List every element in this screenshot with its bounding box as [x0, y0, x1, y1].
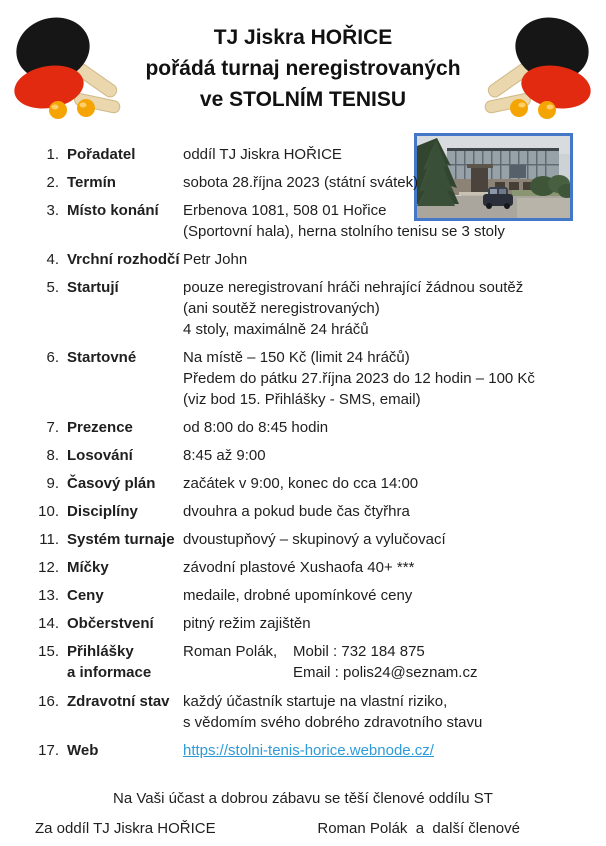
item-number: 2.	[46, 174, 59, 191]
item-number: 16.	[38, 693, 59, 710]
item-number: 17.	[38, 742, 59, 759]
item-value: oddíl TJ Jiskra HOŘICE	[183, 146, 342, 163]
page-title	[0, 22, 606, 115]
item-value: dvoustupňový – skupinový a vylučovací	[183, 531, 446, 548]
item-number: 3.	[46, 202, 59, 219]
item-label: Časový plán	[67, 475, 156, 492]
item-label: Pořadatel	[67, 146, 136, 163]
item-label: Startují	[67, 279, 119, 296]
item-number: 9.	[46, 475, 59, 492]
item-label: Startovné	[67, 349, 137, 366]
title-line-2: pořádá turnaj neregistrovaných	[145, 57, 461, 80]
item-value: sobota 28.října 2023 (státní svátek)	[183, 174, 419, 191]
list-item-misto-konani	[33, 200, 598, 242]
signature-right: Roman Polák a další členové	[317, 820, 520, 837]
item-number: 11.	[39, 531, 59, 548]
list-item-losovani	[33, 445, 598, 466]
item-number: 6.	[46, 349, 59, 366]
list-item-startovne	[33, 347, 598, 410]
item-label: Web	[67, 742, 99, 759]
item-label: Disciplíny	[67, 503, 138, 520]
list-item-casovy-plan	[33, 473, 598, 494]
list-item-ceny	[33, 585, 598, 606]
item-value: dvouhra a pokud bude čas čtyřhra	[183, 503, 410, 520]
item-value: začátek v 9:00, konec do cca 14:00	[183, 475, 419, 492]
item-value: pouze neregistrovaní hráči nehrající žádnou soutěž (ani soutěž neregistrovaných) 4 stoly, maximálně 24 hráčů	[183, 279, 524, 338]
item-number: 8.	[46, 447, 59, 464]
item-label: Ceny	[67, 587, 104, 604]
list-item-discipliny	[33, 501, 598, 522]
list-item-prezence	[33, 417, 598, 438]
list-item-poradatel	[33, 144, 598, 165]
item-label: Přihlášky a informace	[67, 643, 152, 681]
item-label: Místo konání	[67, 202, 159, 219]
item-value: závodní plastové Xushaofa 40+ ***	[183, 559, 415, 576]
contact-email: Email : polis24@seznam.cz	[293, 664, 478, 681]
list-item-web	[33, 740, 598, 761]
item-number: 7.	[46, 419, 59, 436]
item-value: každý účastník startuje na vlastní riziko, s vědomím svého dobrého zdravotního stavu	[183, 693, 483, 731]
closing-line: Na Vaši účast a dobrou zábavu se těší členové oddílu ST	[113, 790, 493, 807]
item-label: Systém turnaje	[67, 531, 175, 548]
item-number: 10.	[38, 503, 59, 520]
title-line-3: ve STOLNÍM TENISU	[199, 88, 407, 111]
item-label: Losování	[67, 447, 133, 464]
item-number: 12.	[38, 559, 59, 576]
item-value: Petr John	[183, 251, 248, 268]
item-number: 4.	[46, 251, 59, 268]
item-label: Míčky	[67, 559, 109, 576]
item-value: od 8:00 do 8:45 hodin	[183, 419, 329, 436]
list-item-vrchni-rozhodci	[33, 249, 598, 270]
item-number: 13.	[38, 587, 59, 604]
item-value	[183, 740, 598, 761]
item-label: Vrchní rozhodčí	[67, 251, 180, 268]
item-label: Občerstvení	[67, 615, 154, 632]
item-value: 8:45 až 9:00	[183, 447, 266, 464]
list-item-prihlasky	[33, 641, 598, 683]
list-item-micky	[33, 557, 598, 578]
signature-row	[0, 818, 606, 839]
item-label: Prezence	[67, 419, 133, 436]
item-number: 5.	[46, 279, 59, 296]
web-link[interactable]: https://stolni-tenis-horice.webnode.cz/	[183, 742, 434, 759]
item-value: Na místě – 150 Kč (limit 24 hráčů) Předem do pátku 27.října 2023 do 12 hodin – 100 Kč (viz bod 15. Přihlášky - SMS, email)	[183, 349, 535, 408]
contact-name: Roman Polák,	[183, 643, 278, 660]
list-item-system-turnaje	[33, 529, 598, 550]
item-number: 15.	[38, 643, 59, 660]
signature-left: Za oddíl TJ Jiskra HOŘICE	[35, 820, 216, 837]
contact-details	[293, 641, 598, 683]
list-item-zdravotni-stav	[33, 691, 598, 733]
item-label: Termín	[67, 174, 116, 191]
item-label: Zdravotní stav	[67, 693, 170, 710]
contact-mobile: Mobil : 732 184 875	[293, 643, 425, 660]
list-item-obcerstveni	[33, 613, 598, 634]
item-value	[183, 641, 598, 683]
item-value: medaile, drobné upomínkové ceny	[183, 587, 413, 604]
item-number: 14.	[38, 615, 59, 632]
list-item-termin	[33, 172, 598, 193]
item-value: Erbenova 1081, 508 01 Hořice (Sportovní hala), herna stolního tenisu se 3 stoly	[183, 202, 505, 240]
info-list	[33, 144, 598, 768]
item-number: 1.	[46, 146, 59, 163]
item-value: pitný režim zajištěn	[183, 615, 311, 632]
title-line-1: TJ Jiskra HOŘICE	[213, 26, 393, 49]
list-item-startuji	[33, 277, 598, 340]
